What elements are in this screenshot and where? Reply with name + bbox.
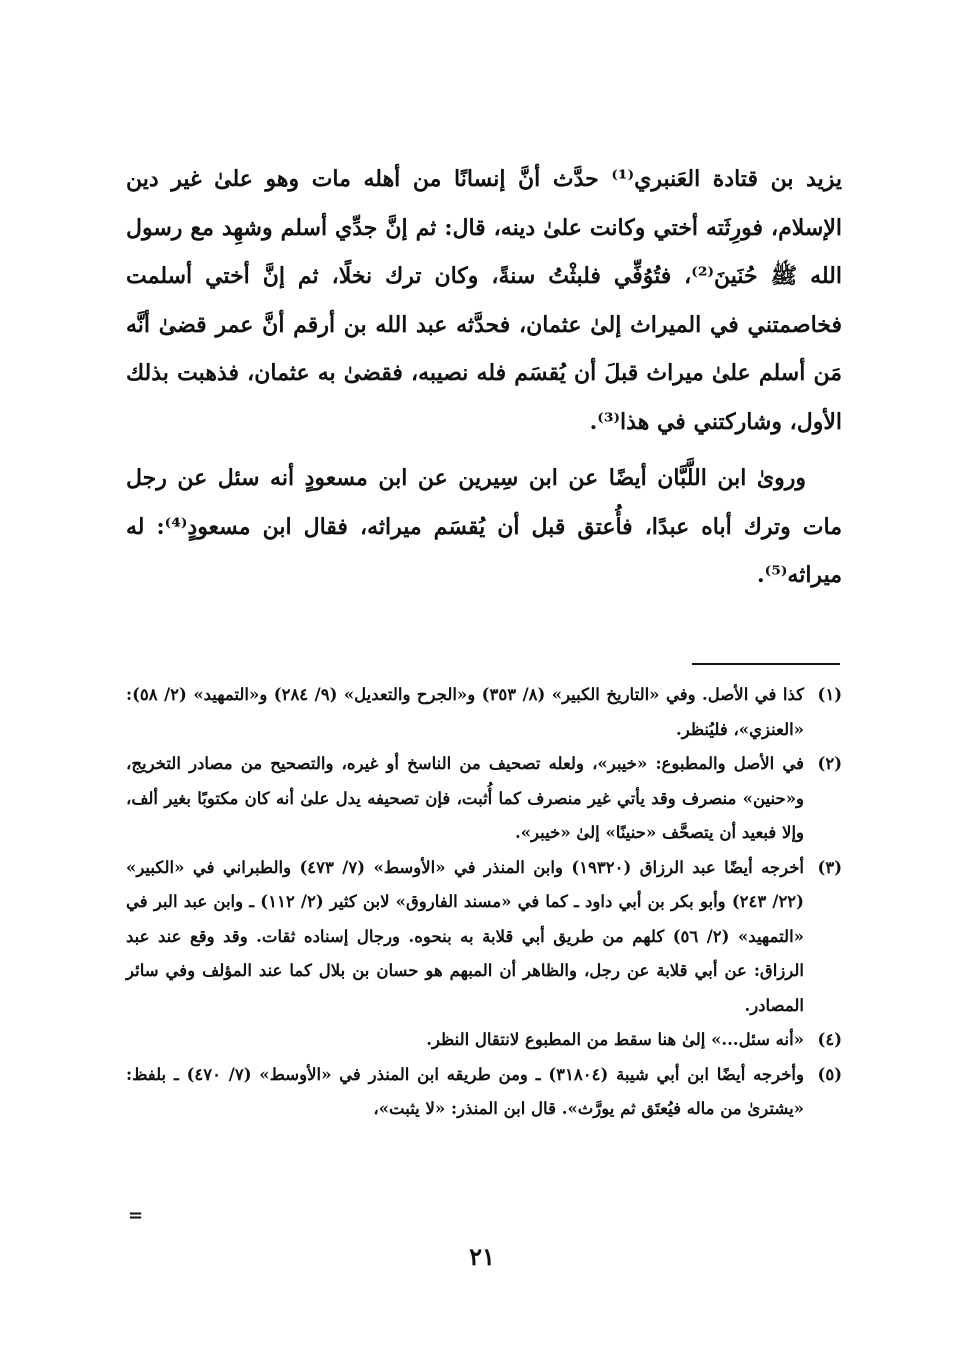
footnotes-section [126, 678, 842, 1127]
footnote-number: (١) [817, 685, 842, 704]
footnote-3 [126, 851, 842, 1024]
main-paragraph-2: وروىٰ ابن اللَّبَّان أيضًا عن ابن سِيرين عن ابن مسعودٍ أنه سئل عن رجل مات وترك أباه عبدًا، فأُعتق قبل أن يُقسَم ميراثه، فقال ابن مسعودٍ⁽⁴⁾: له ميراثه⁽⁵⁾. [126, 465, 842, 588]
footnote-number: (٤) [817, 1030, 842, 1049]
footnote-continuation-mark: = [128, 1205, 144, 1226]
main-text-body [126, 155, 842, 600]
footnote-number: (٢) [817, 754, 842, 773]
footnote-number: (٥) [817, 1064, 842, 1084]
footnote-text: وأخرجه أيضًا ابن أبي شيبة (٣١٨٠٤) ـ ومن طريقه ابن المنذر في «الأوسط» (٧/ ٤٧٠) ـ بلفظ: «يشترىٰ من ماله فيُعتَق ثم يورَّث». قال ابن المنذر: «لا يثبت»، [126, 1064, 804, 1118]
footnote-separator-line [692, 663, 840, 665]
footnote-number: (٣) [817, 857, 842, 877]
page-number: ٢١ [469, 1242, 495, 1271]
footnote-5 [126, 1058, 842, 1127]
footnote-text: أخرجه أيضًا عبد الرزاق (١٩٣٢٠) وابن المنذر في «الأوسط» (٧/ ٤٧٣) والطبراني في «الكبير» (٢٢/ ٢٤٣) وأبو بكر بن أبي داود ـ كما في «مسند الفاروق» لابن كثير (٢/ ١١٢) ـ وابن عبد البر في «التمهيد» (٢/ ٥٦) كلهم من طريق أبي قلابة به بنحوه. ورجال إسناده ثقات. وقد وقع عند عبد الرزاق: عن أبي قلابة عن رجل، والظاهر أن المبهم هو حسان بن بلال كما عند المؤلف وفي سائر المصادر. [126, 857, 805, 1015]
main-paragraph-1: يزيد بن قتادة العَنبري⁽¹⁾ حدَّث أنَّ إنسانًا من أهله مات وهو علىٰ غير دين الإسلام، فورِثَته أختي وكانت علىٰ دينه، قال: ثم إنَّ جدِّي أسلم وشهِد مع رسول الله ﷺ حُنَينَ⁽²⁾، فتُوُفِّي فلبثْتُ سنةً، وكان ترك نخلًا، ثم إنَّ أختي أسلمت فخاصمتني في الميراث إلىٰ عثمان، فحدَّثه عبد الله بن أرقم أنَّ عمر قضىٰ أنَّه مَن أسلم علىٰ ميراث قبلَ أن يُقسَم فله نصيبه، فقضىٰ به عثمان، فذهبت بذلك الأول، وشاركتني في هذا⁽³⁾. [126, 166, 842, 435]
footnote-text: «أنه سئل...» إلىٰ هنا سقط من المطبوع لانتقال النظر. [426, 1030, 804, 1049]
footnote-4 [126, 1023, 842, 1058]
footnote-1 [126, 678, 842, 747]
footnote-2 [126, 747, 842, 851]
footnote-text: كذا في الأصل. وفي «التاريخ الكبير» (٨/ ٣٥٣) و«الجرح والتعديل» (٩/ ٢٨٤) و«التمهيد» (٢/ ٥٨): «العنزي»، فليُنظر. [126, 685, 804, 739]
footnote-text: في الأصل والمطبوع: «خيبر»، ولعله تصحيف من الناسخ أو غيره، والتصحيح من مصادر التخريج، و«حنين» منصرف وقد يأتي غير منصرف كما أُثبت، فإن تصحيفه يدل علىٰ أنه كان مكتوبًا بغير ألف، وإلا فبعيد أن يتصحَّف «حنينًا» إلىٰ «خيبر». [126, 754, 804, 842]
